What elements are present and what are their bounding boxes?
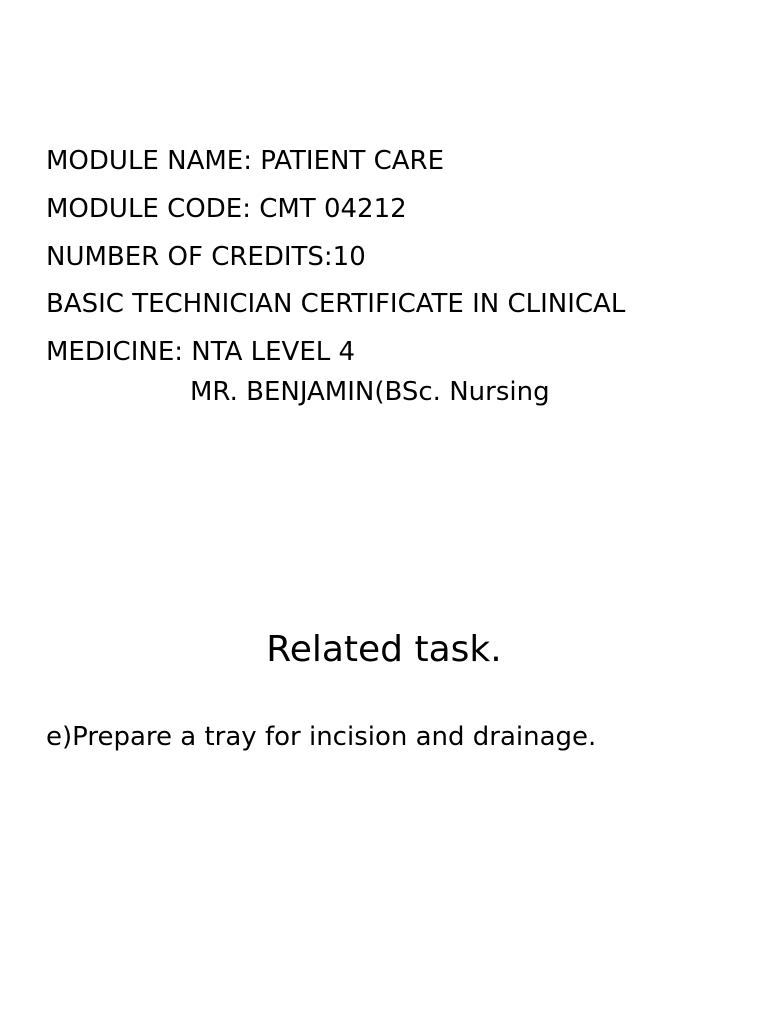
module-name: MODULE NAME: PATIENT CARE bbox=[46, 146, 445, 176]
certificate-line-1: BASIC TECHNICIAN CERTIFICATE IN CLINICAL bbox=[46, 289, 626, 319]
module-code: MODULE CODE: CMT 04212 bbox=[46, 194, 407, 224]
task-item: e)Prepare a tray for incision and drainage. bbox=[46, 722, 597, 752]
certificate-line-2: MEDICINE: NTA LEVEL 4 bbox=[46, 337, 356, 367]
author-name: MR. BENJAMIN(BSc. Nursing bbox=[190, 377, 550, 407]
task-heading: Related task. bbox=[266, 629, 502, 670]
number-of-credits: NUMBER OF CREDITS:10 bbox=[46, 242, 366, 272]
